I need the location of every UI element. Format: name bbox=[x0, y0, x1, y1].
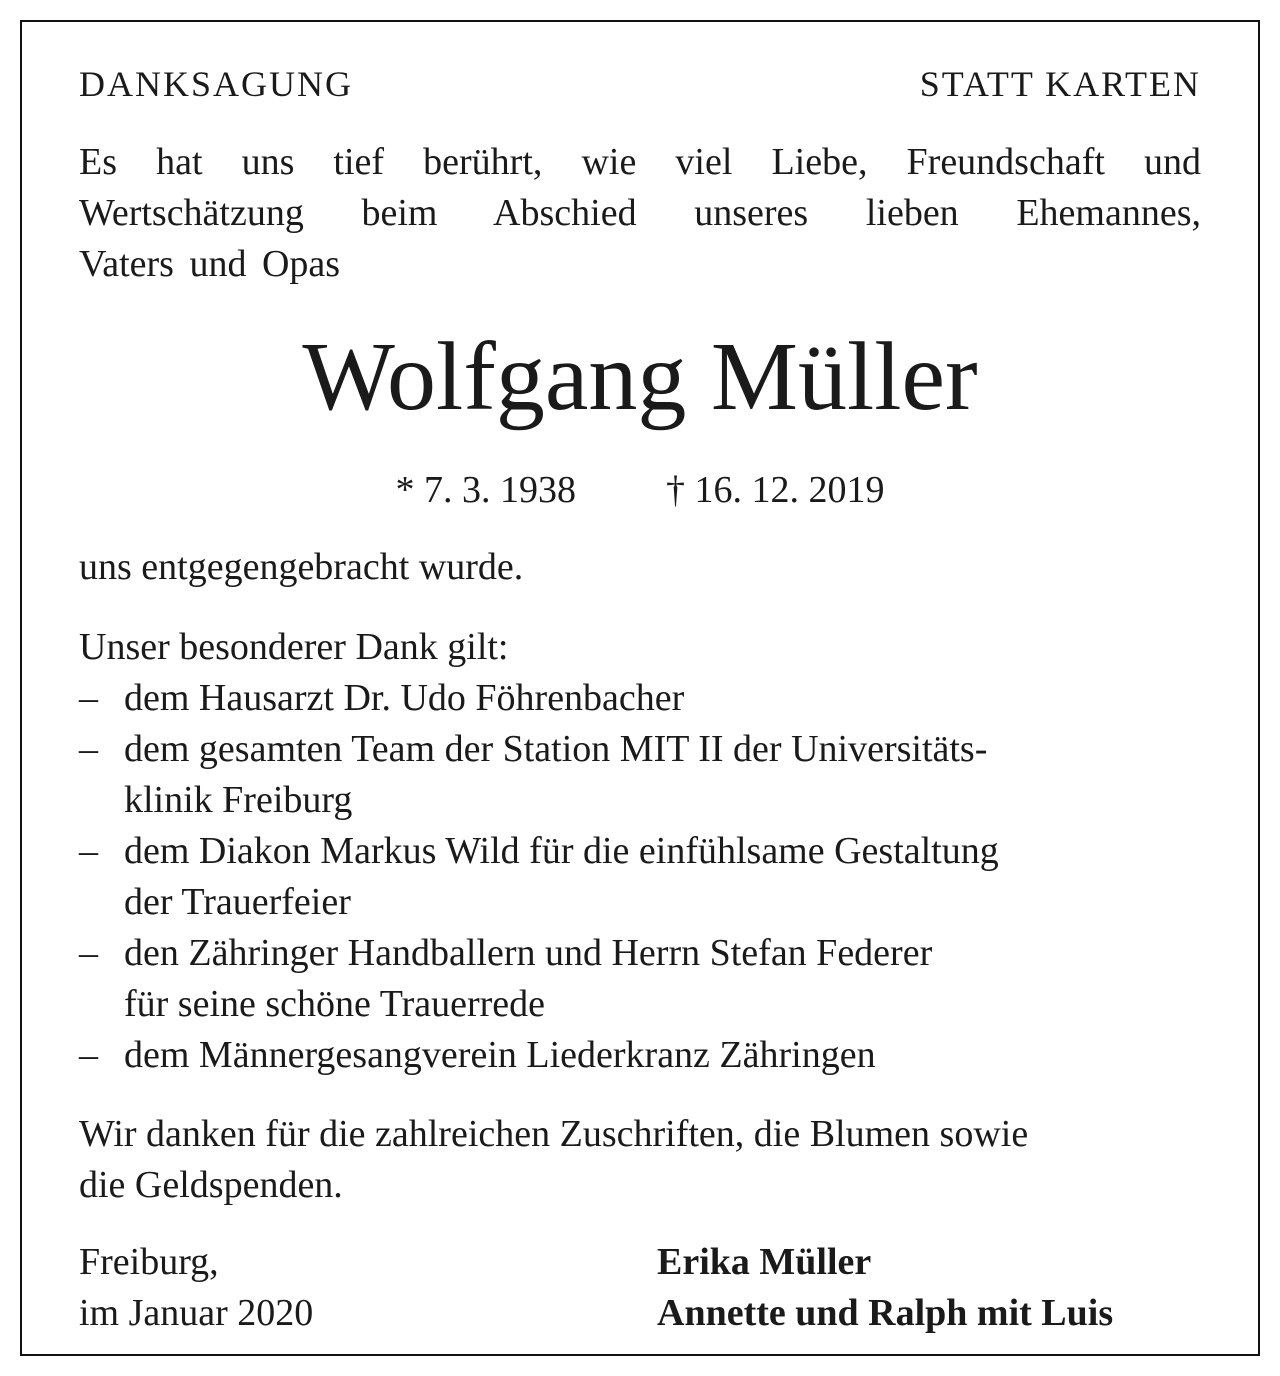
header-title: DANKSAGUNG bbox=[79, 64, 354, 104]
dash-bullet: – bbox=[79, 677, 98, 719]
dash-bullet: – bbox=[79, 728, 98, 770]
date: im Januar 2020 bbox=[79, 1292, 314, 1334]
signers bbox=[657, 1237, 1113, 1339]
closing-line: Wir danken für die zahlreichen Zuschriften, die Blumen sowie bbox=[79, 1113, 1029, 1155]
intro-text bbox=[79, 137, 1201, 290]
list-item bbox=[79, 673, 1201, 724]
dash-bullet: – bbox=[79, 932, 98, 974]
list-item bbox=[79, 1030, 1201, 1081]
intro-line: Vaters und Opas bbox=[79, 243, 341, 285]
closing-line: die Geldspenden. bbox=[79, 1164, 343, 1206]
birth-date: * 7. 3. 1938 bbox=[395, 469, 576, 511]
list-item-line: dem Männergesangverein Liederkranz Zähringen bbox=[124, 1034, 876, 1076]
list-item bbox=[79, 928, 1201, 1030]
notice-frame bbox=[20, 20, 1260, 1356]
list-item-line: den Zähringer Handballern und Herrn Stefan Federer bbox=[124, 932, 933, 974]
list-item-line: dem gesamten Team der Station MIT II der Universitäts- bbox=[124, 728, 988, 770]
list-item-line: für seine schöne Trauerrede bbox=[124, 983, 546, 1025]
death-date: † 16. 12. 2019 bbox=[666, 469, 885, 511]
intro-line: Es hat uns tief berührt, wie viel Liebe, Freundschaft und bbox=[79, 141, 1201, 183]
list-item-line: der Trauerfeier bbox=[124, 881, 351, 923]
dash-bullet: – bbox=[79, 1034, 98, 1076]
thanks-heading: Unser besonderer Dank gilt: bbox=[79, 626, 509, 668]
notice-content bbox=[79, 22, 1201, 1354]
signer: Erika Müller bbox=[657, 1241, 872, 1283]
signer: Annette und Ralph mit Luis bbox=[657, 1292, 1114, 1334]
closing-text bbox=[79, 1109, 1201, 1211]
list-item-line: dem Diakon Markus Wild für die einfühlsame Gestaltung bbox=[124, 830, 999, 872]
place-date bbox=[79, 1237, 313, 1339]
deceased-name: Wolfgang Müller bbox=[302, 323, 978, 431]
life-dates bbox=[79, 465, 1201, 515]
list-item-line: klinik Freiburg bbox=[124, 779, 353, 821]
after-name-text: uns entgegengebracht wurde. bbox=[79, 546, 524, 588]
list-item bbox=[79, 724, 1201, 826]
place: Freiburg, bbox=[79, 1241, 219, 1283]
list-item-line: dem Hausarzt Dr. Udo Föhrenbacher bbox=[124, 677, 685, 719]
thanks-list bbox=[79, 673, 1201, 1081]
notice-header bbox=[79, 62, 1201, 106]
intro-line: Wertschätzung beim Abschied unseres lieben Ehemannes, bbox=[79, 192, 1201, 234]
header-note: STATT KARTEN bbox=[919, 64, 1201, 104]
list-item bbox=[79, 826, 1201, 928]
dash-bullet: – bbox=[79, 830, 98, 872]
